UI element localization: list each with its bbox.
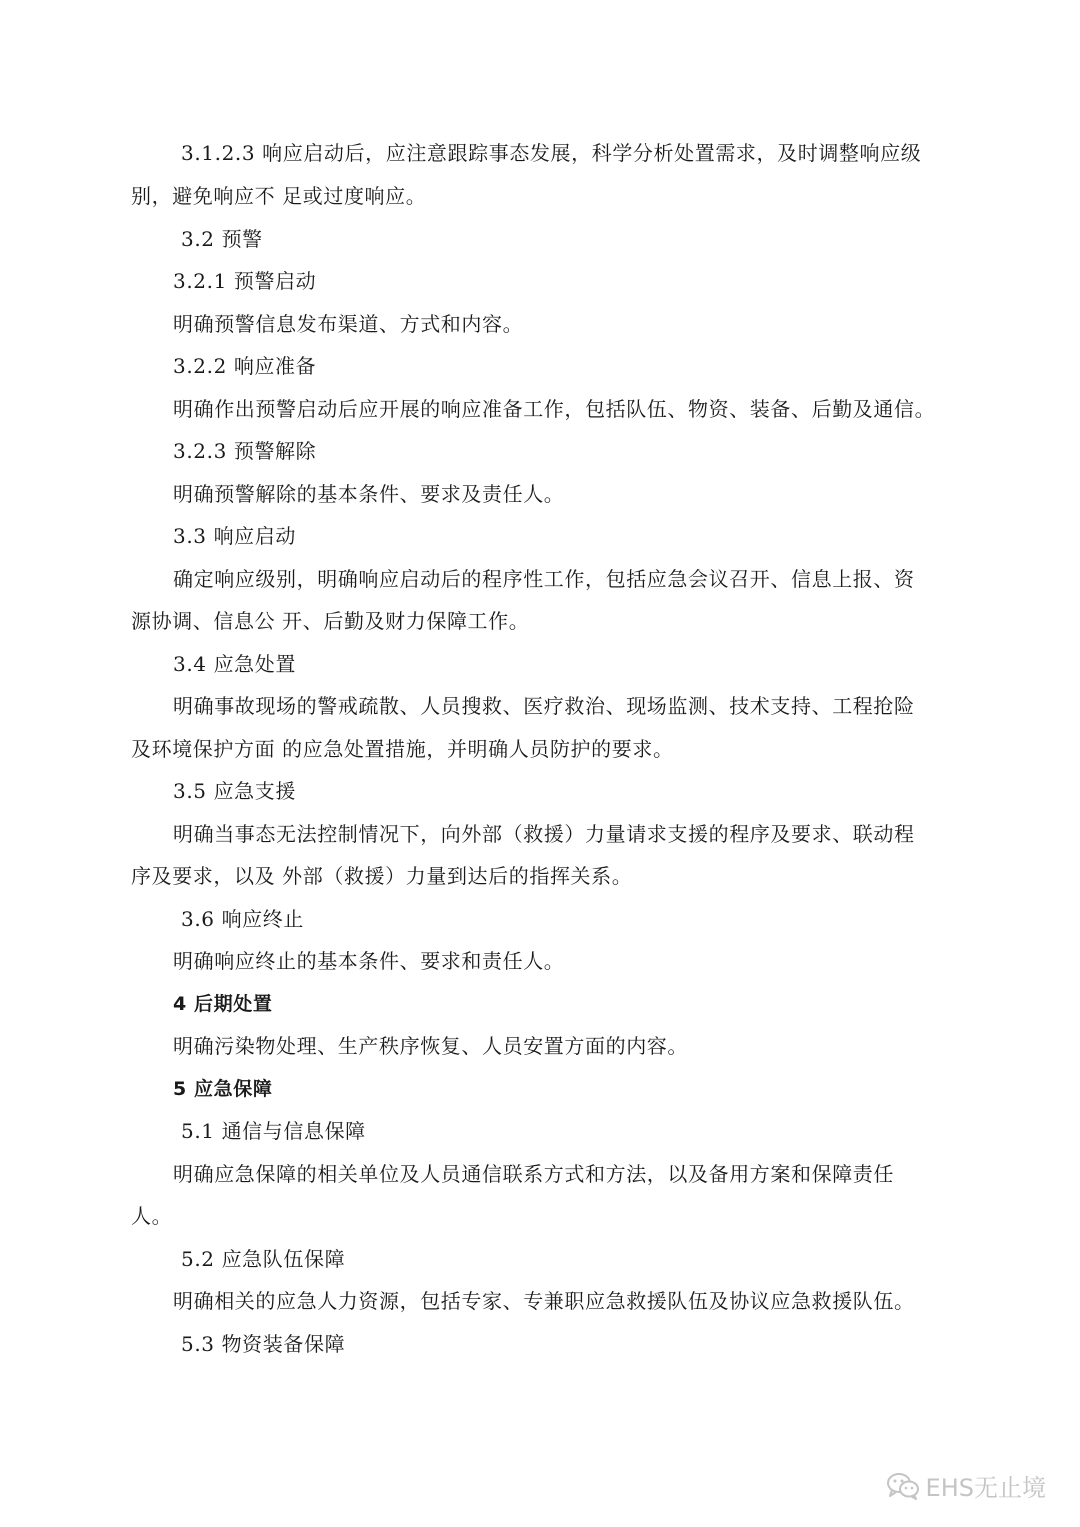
section-heading: 5.2 应急队伍保障: [181, 1247, 346, 1271]
paragraph-line: 3.1.2.3 响应启动后，应注意跟踪事态发展，科学分析处置需求，及时调整响应级: [181, 141, 922, 165]
chapter-heading: 5 应急保障: [173, 1078, 273, 1100]
paragraph-line: 及环境保护方面 的应急处置措施，并明确人员防护的要求。: [131, 737, 674, 761]
paragraph-line: 人。: [131, 1204, 173, 1228]
section-heading: 3.2 预警: [181, 227, 263, 251]
paragraph-line: 明确污染物处理、生产秩序恢复、人员安置方面的内容。: [173, 1034, 688, 1058]
section-heading: 3.3 响应启动: [173, 524, 296, 548]
paragraph-line: 明确响应终止的基本条件、要求和责任人。: [173, 949, 565, 973]
paragraph-line: 明确相关的应急人力资源，包括专家、专兼职应急救援队伍及协议应急救援队伍。: [173, 1289, 915, 1313]
section-heading: 3.2.2 响应准备: [173, 354, 317, 378]
chapter-heading: 4 后期处置: [173, 993, 273, 1015]
paragraph-line: 明确事故现场的警戒疏散、人员搜救、医疗救治、现场监测、技术支持、工程抢险: [173, 694, 915, 718]
paragraph-line: 源协调、信息公 开、后勤及财力保障工作。: [131, 609, 530, 633]
section-heading: 3.6 响应终止: [181, 907, 304, 931]
section-heading: 5.1 通信与信息保障: [181, 1119, 366, 1143]
paragraph-line: 明确作出预警启动后应开展的响应准备工作，包括队伍、物资、装备、后勤及通信。: [173, 397, 936, 421]
section-heading: 3.4 应急处置: [173, 652, 296, 676]
watermark-text: EHS无止境: [925, 1474, 1046, 1502]
watermark: [886, 1468, 1046, 1503]
paragraph-line: 确定响应级别，明确响应启动后的程序性工作，包括应急会议召开、信息上报、资: [173, 567, 915, 591]
section-heading: 3.5 应急支援: [173, 779, 296, 803]
paragraph-line: 明确预警信息发布渠道、方式和内容。: [173, 312, 524, 336]
section-heading: 3.2.3 预警解除: [173, 439, 317, 463]
wechat-icon: [886, 1471, 920, 1501]
paragraph-line: 明确预警解除的基本条件、要求及责任人。: [173, 482, 565, 506]
paragraph-line: 序及要求，以及 外部（救援）力量到达后的指挥关系。: [131, 864, 633, 888]
paragraph-line: 别，避免响应不 足或过度响应。: [131, 184, 427, 208]
section-heading: 3.2.1 预警启动: [173, 269, 317, 293]
paragraph-line: 明确应急保障的相关单位及人员通信联系方式和方法，以及备用方案和保障责任: [173, 1162, 894, 1186]
section-heading: 5.3 物资装备保障: [181, 1332, 346, 1356]
paragraph-line: 明确当事态无法控制情况下，向外部（救援）力量请求支援的程序及要求、联动程: [173, 822, 915, 846]
